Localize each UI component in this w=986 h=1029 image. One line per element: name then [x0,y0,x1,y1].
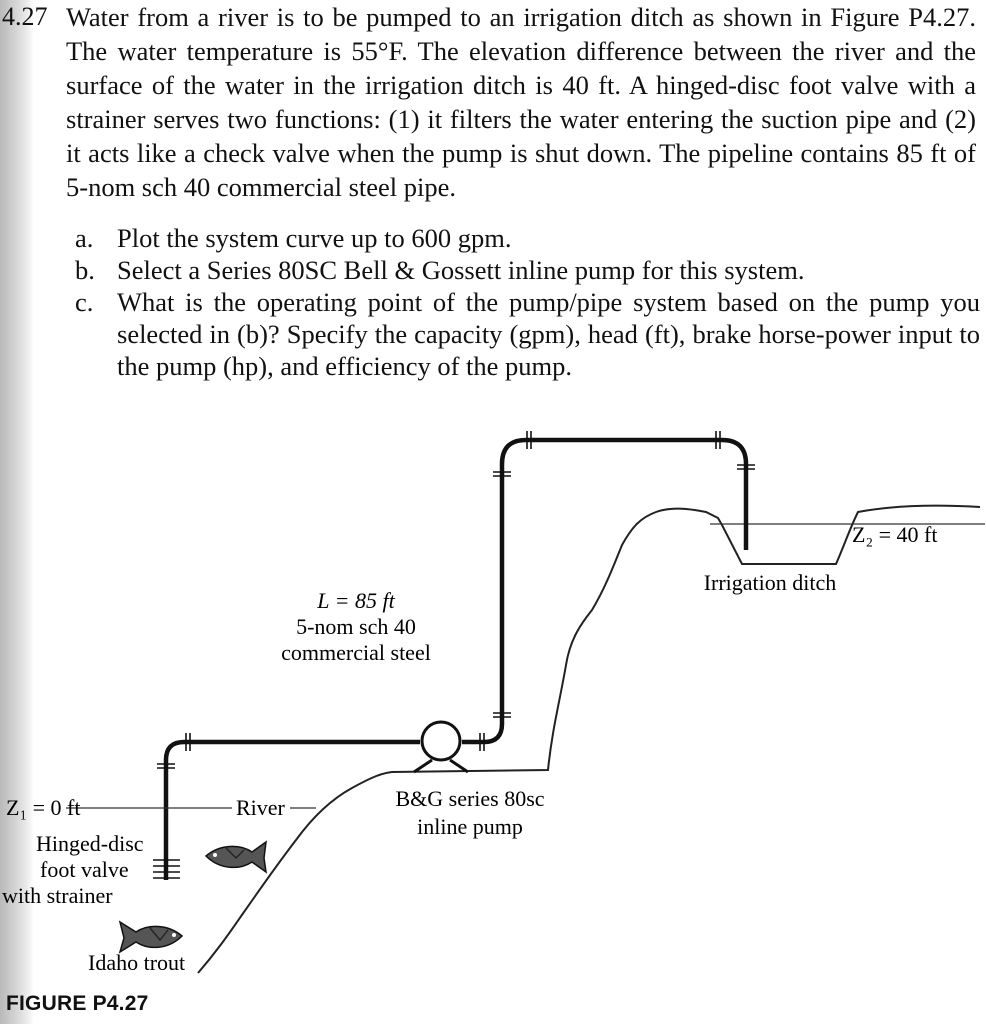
item-label: b. [75,255,95,285]
problem-items [75,222,980,382]
valve-label-2: foot valve [40,857,129,882]
pump-system-diagram [0,400,986,1024]
valve-label-1: Hinged-disc [36,831,144,856]
item-text: Select a Series 80SC Bell & Gossett inline pump for this system. [117,255,805,285]
pipe-spec-label-2: commercial steel [281,640,431,665]
item-label: c. [75,287,94,317]
valve-label-3: with strainer [2,883,113,908]
problem-item-a [75,222,980,254]
inline-pump [414,722,468,772]
trout-label: Idaho trout [88,950,186,975]
item-text: Plot the system curve up to 600 gpm. [117,223,512,253]
river-label: River [236,795,285,820]
z2-label: Z₂ = 40 ft [852,522,938,547]
figure-caption: FIGURE P4.27 [6,992,149,1015]
pump-label-1: B&G series 80sc [395,786,545,811]
z1-label: Z₁ = 0 ft [6,795,81,820]
problem-text: Water from a river is to be pumped to an irrigation ditch as shown in Figure P4.27. The water temperature is 55°F. The elevation difference between the river and the surface of the water in the irrigation ditch is 40 ft. A hinged-disc foot valve with a strainer serves two functions: (1) it filters the water entering the suction pipe and (2) it acts like a check valve when the pump is shut down. The pipeline contains 85 ft of 5-nom sch 40 commercial steel pipe. [66,2,976,202]
pipe-flanges [157,431,755,768]
problem-item-b [75,254,980,286]
ground-line [198,506,980,973]
pipe-spec-label-1: 5-nom sch 40 [296,614,416,639]
pipe-length-label: L = 85 ft [317,588,395,613]
item-text: What is the operating point of the pump/pipe system based on the pump you selected in (b)? Specify the capacity (gpm), head (ft), brake horse-power input to the pump (hp), and efficiency of the pump. [117,287,980,381]
problem-item-c [75,286,980,382]
fish-icon [206,842,266,872]
item-label: a. [75,223,94,253]
ditch-label: Irrigation ditch [703,570,837,595]
problem-number: 4.27 [2,2,48,31]
trout-icon [120,922,182,952]
figure-p4-27 [0,400,986,1024]
pump-label-2: inline pump [417,814,523,839]
